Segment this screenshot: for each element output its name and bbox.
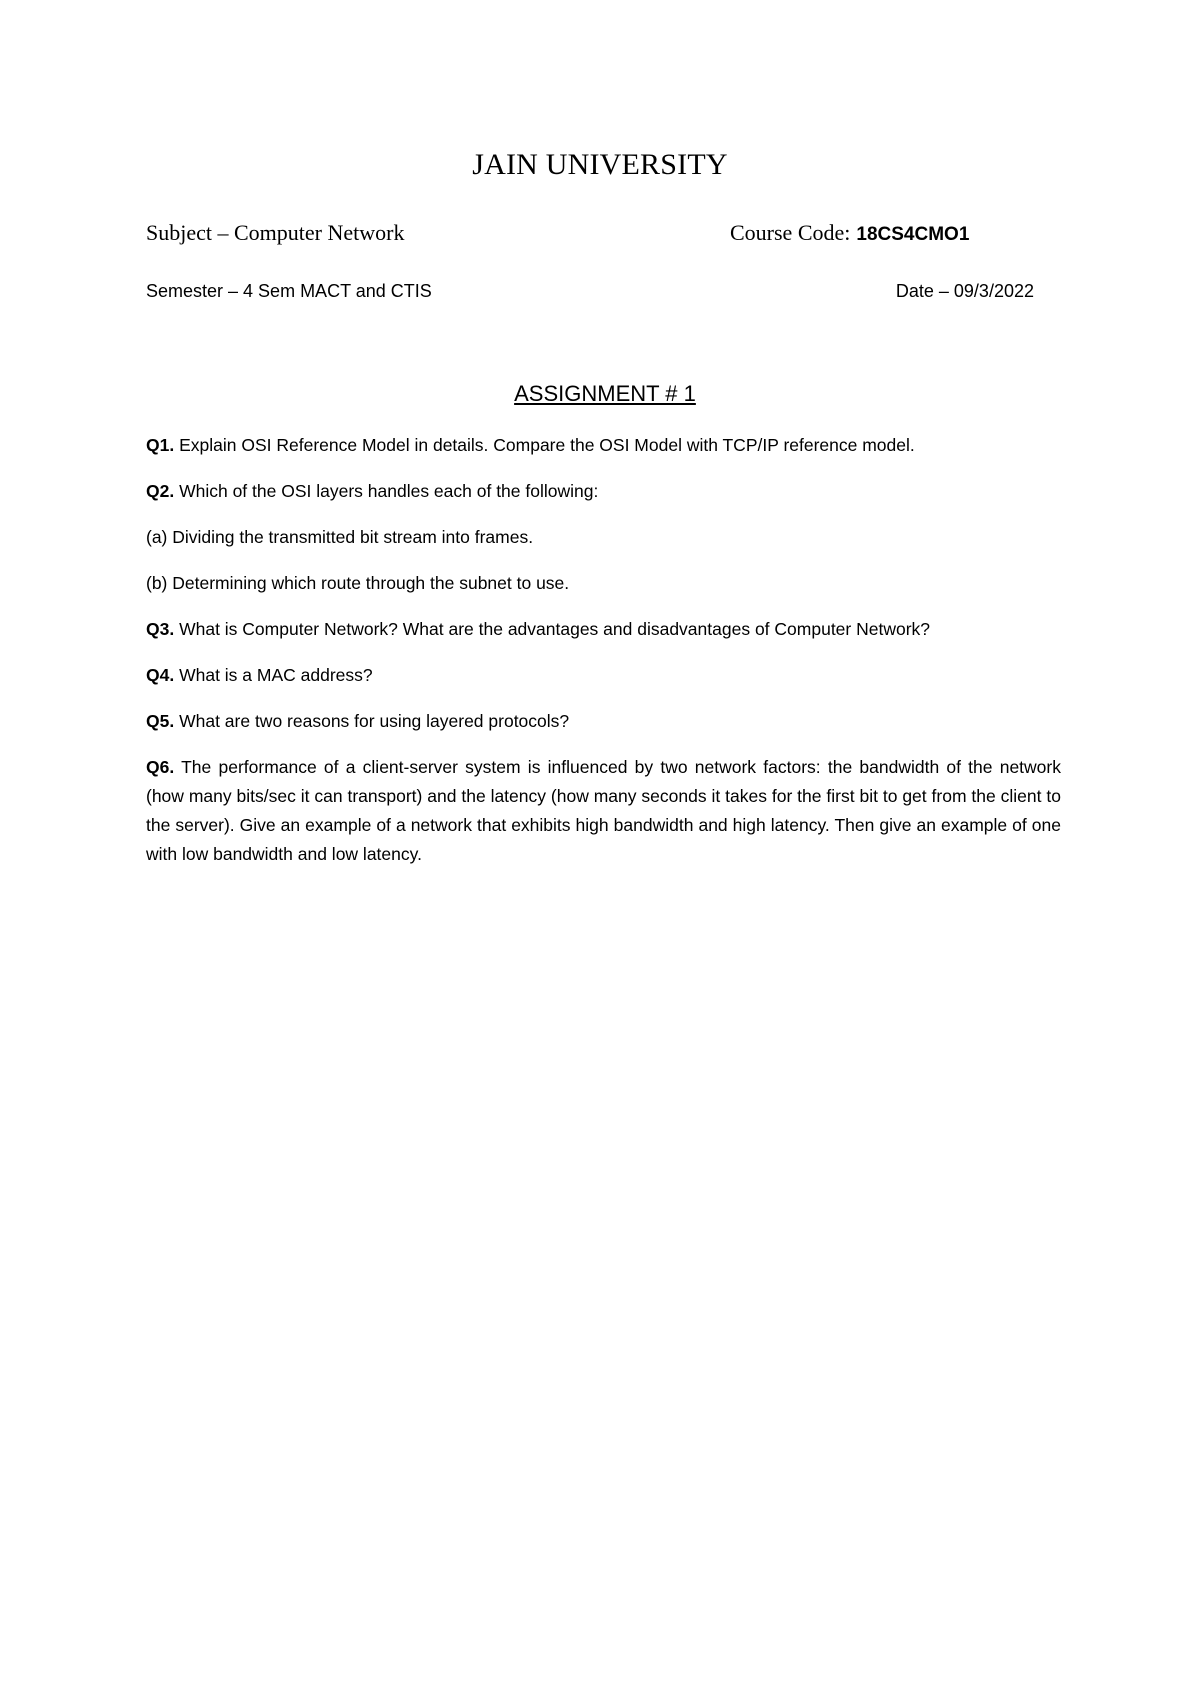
question-item [146,661,1061,690]
question-text: (a) Dividing the transmitted bit stream into frames. [146,527,534,547]
question-text: What is Computer Network? What are the advantages and disadvantages of Computer Network? [174,619,931,639]
course-code-value: 18CS4CMO1 [856,224,970,245]
university-title: JAIN UNIVERSITY [472,148,728,181]
question-list [146,431,1061,886]
question-subitem [146,569,1061,598]
question-text: (b) Determining which route through the subnet to use. [146,573,570,593]
question-text: Explain OSI Reference Model in details. Compare the OSI Model with TCP/IP reference model. [174,435,915,455]
question-subitem [146,523,1061,552]
question-number: Q6. [146,757,175,777]
question-text: Which of the OSI layers handles each of the following: [174,481,599,501]
question-number: Q5. [146,711,175,731]
question-item [146,477,1061,506]
question-item [146,431,1061,460]
assignment-heading: ASSIGNMENT # 1 [514,381,696,406]
question-item [146,615,1061,644]
question-number: Q4. [146,665,175,685]
subject-line: Subject – Computer Network [146,220,405,245]
question-item [146,707,1061,736]
question-item [146,753,1061,869]
question-number: Q1. [146,435,175,455]
question-text: The performance of a client-server system is influenced by two network factors: the bandwidth of the network (how many bits/sec it can transport) and the latency (how many seconds it takes for the first bit to get from the client to the server). Give an example of a network that exhibits high bandwidth and high latency. Then give an example of one with low bandwidth and low latency. [146,757,1061,864]
question-number: Q3. [146,619,175,639]
question-number: Q2. [146,481,175,501]
question-text: What are two reasons for using layered protocols? [174,711,570,731]
semester-line: Semester – 4 Sem MACT and CTIS [146,281,432,301]
question-text: What is a MAC address? [174,665,373,685]
course-code-line [730,220,969,246]
course-code-label: Course Code: [730,220,851,245]
date-line: Date – 09/3/2022 [895,281,1034,301]
